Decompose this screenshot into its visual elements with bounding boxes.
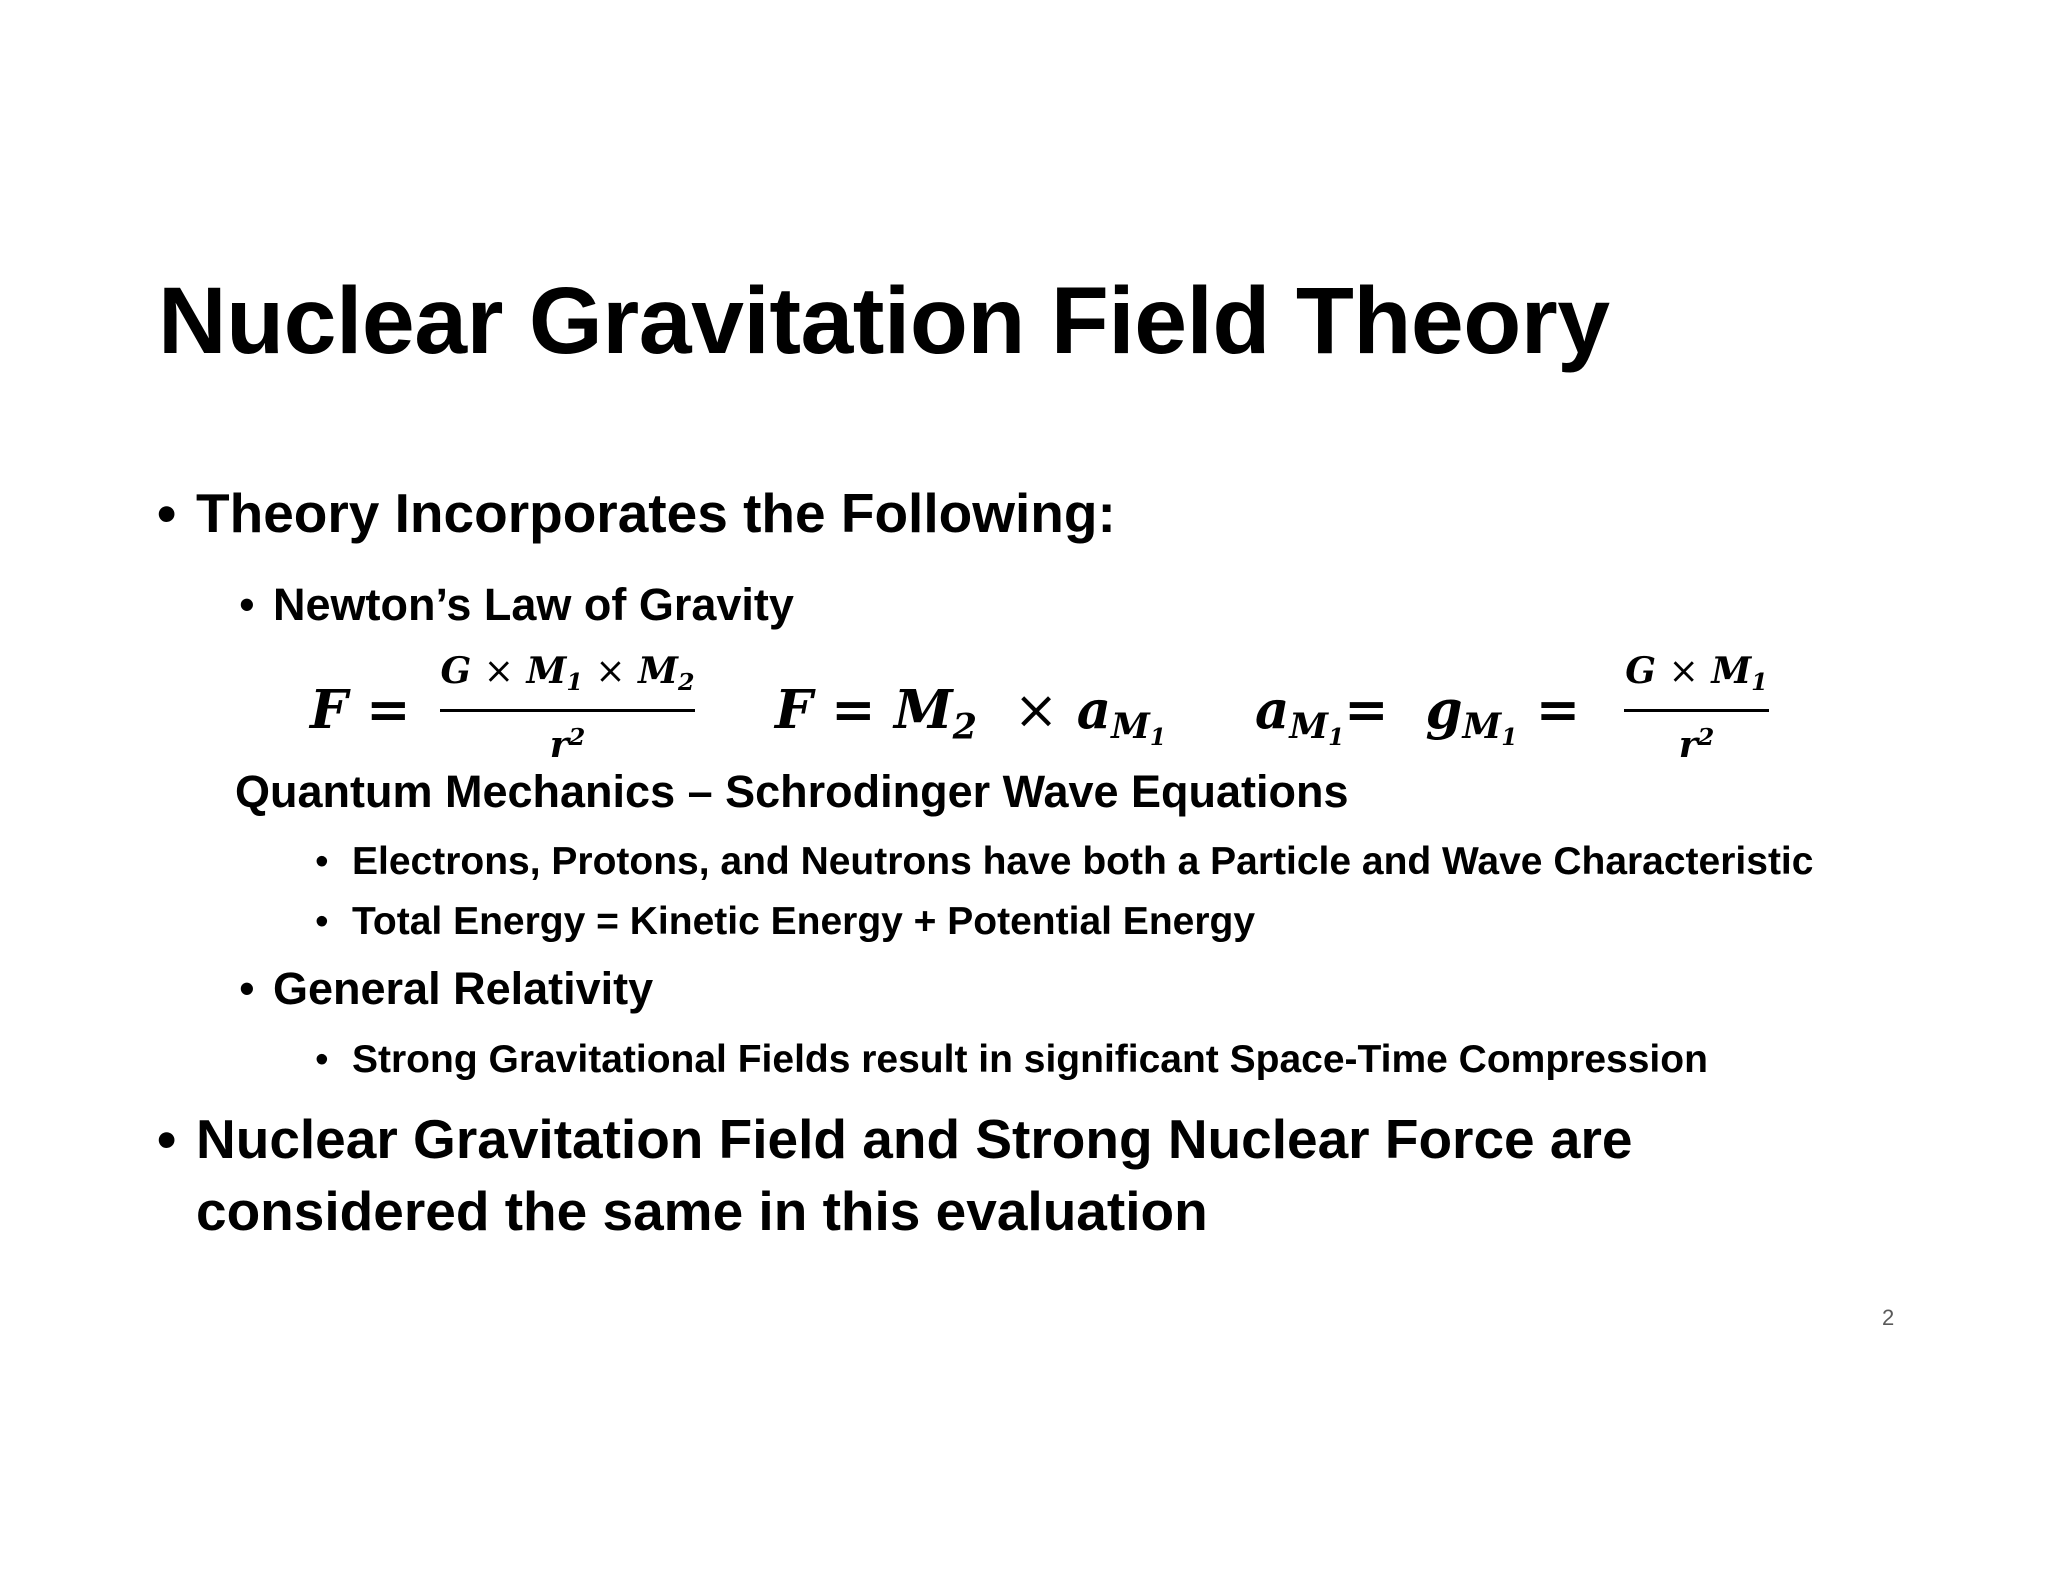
bullet-dot: • <box>315 1038 329 1081</box>
eq1-numerator: $G \times M_1 \times M_2$ <box>440 650 695 697</box>
line-quantum-mechanics: Quantum Mechanics – Schrodinger Wave Equations <box>235 766 1349 817</box>
bullet-theory-incorporates <box>157 480 1116 546</box>
bullet-text: Strong Gravitational Fields result in significant Space-Time Compression <box>352 1038 1708 1081</box>
bullet-general-relativity <box>239 962 654 1016</box>
eq3-fraction <box>1624 650 1769 766</box>
eq3-denominator: $r^2$ <box>1678 723 1715 766</box>
bullet-text: Theory Incorporates the Following: <box>196 482 1116 544</box>
bullet-dot: • <box>239 579 255 630</box>
eq1-denominator: $r^2$ <box>549 723 586 766</box>
bullet-text: Total Energy = Kinetic Energy + Potential Energy <box>352 900 1256 943</box>
bullet-dot: • <box>315 840 329 883</box>
eq3-lhs: $a_{M_1}= g_{M_1}$ = <box>1255 679 1581 752</box>
bullet-space-time <box>315 1036 1708 1084</box>
bullet-text: Newton’s Law of Gravity <box>273 579 794 630</box>
bullet-dot: • <box>315 900 329 943</box>
bullet-text: General Relativity <box>273 963 654 1014</box>
eq3-fraction-bar <box>1624 709 1769 712</box>
bullet-total-energy <box>315 898 1256 946</box>
bullet-dot: • <box>157 482 177 544</box>
bullet-text: Electrons, Protons, and Neutrons have both a Particle and Wave Characteristic <box>352 840 1814 883</box>
eq1-lhs: F = <box>310 679 411 741</box>
slide-title: Nuclear Gravitation Field Theory <box>158 268 1610 374</box>
eq3-numerator: $G \times M_1$ <box>1625 650 1768 697</box>
eq2: $F = M_2 \times a_{M_1}$ <box>775 679 1166 752</box>
bullet-text-line1: Nuclear Gravitation Field and Strong Nuclear Force are <box>196 1108 1633 1170</box>
bullet-dot: • <box>157 1108 177 1170</box>
eq1-fraction <box>440 650 695 766</box>
bullet-nuclear-force-line2: considered the same in this evaluation <box>196 1180 1208 1242</box>
bullet-nuclear-force <box>157 1106 1633 1172</box>
page-number: 2 <box>1882 1305 1895 1330</box>
bullet-dot: • <box>239 963 255 1014</box>
bullet-particle-wave <box>315 838 1814 886</box>
bullet-newtons-law <box>239 578 794 632</box>
eq1-fraction-bar <box>440 709 695 712</box>
